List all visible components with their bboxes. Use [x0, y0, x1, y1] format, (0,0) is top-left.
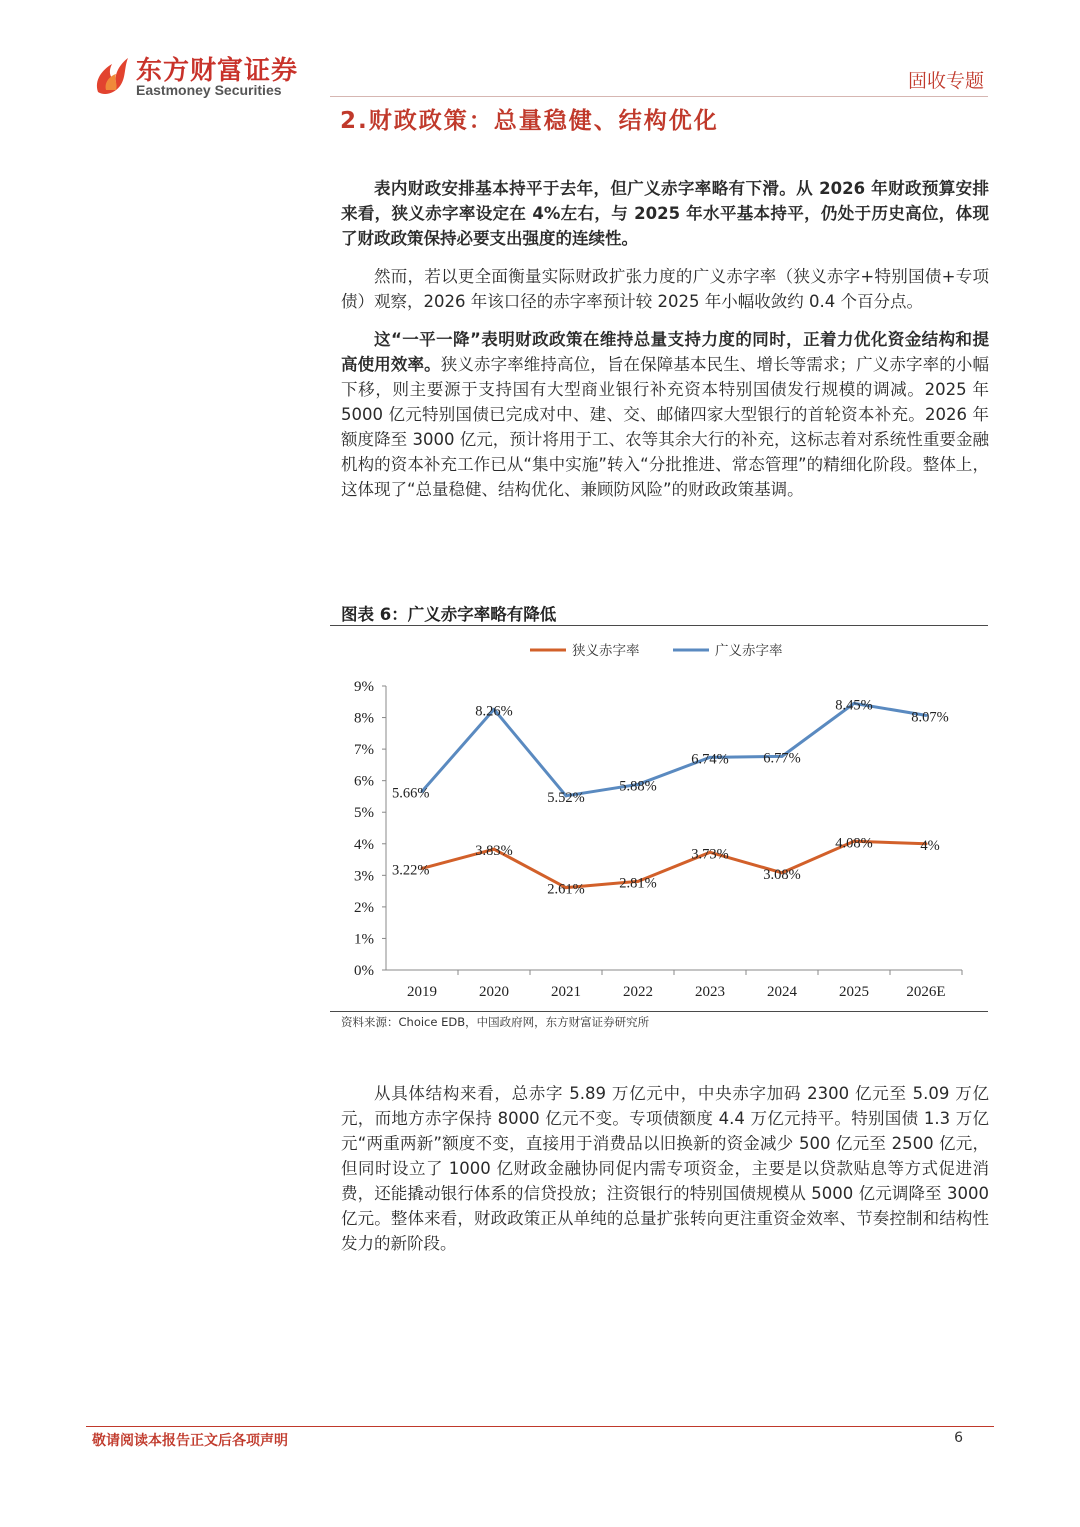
body-text-top [341, 176, 989, 515]
x-tick-label: 2026E [906, 984, 946, 1000]
y-tick-label: 4% [354, 836, 374, 853]
page-number: 6 [954, 1430, 963, 1446]
y-tick-label: 9% [354, 679, 374, 695]
paragraph-2: 然而，若以更全面衡量实际财政扩张力度的广义赤字率（狭义赤字+特别国债+专项债）观察，2026 年该口径的赤字率预计较 2025 年小幅收敛约 0.4 个百分点。 [341, 267, 989, 311]
data-label-0: 3.83% [475, 843, 513, 860]
figure-bottom-rule [330, 1011, 988, 1012]
document-category-tag: 固收专题 [907, 70, 984, 92]
data-label-0: 3.08% [763, 866, 801, 883]
header-divider [330, 96, 988, 97]
data-label-1: 8.07% [911, 709, 949, 726]
x-tick-label: 2020 [479, 984, 509, 1000]
y-tick-label: 3% [354, 868, 374, 885]
x-tick-label: 2021 [551, 984, 581, 1000]
data-label-1: 8.45% [835, 697, 873, 714]
y-tick-label: 6% [354, 773, 374, 790]
deficit-rate-line-chart [330, 630, 988, 1010]
y-tick-label: 1% [354, 931, 374, 948]
figure-top-rule [330, 625, 988, 626]
x-tick-label: 2025 [839, 984, 869, 1000]
y-tick-label: 2% [354, 899, 374, 916]
x-tick-label: 2023 [695, 984, 725, 1000]
data-label-0: 4% [920, 837, 940, 854]
paragraph-1-text: 表内财政安排基本持平于去年，但广义赤字率略有下滑。从 2026 年财政预算安排来看，狭义赤字率设定在 4%左右，与 2025 年水平基本持平，仍处于历史高位，体现了财政政策保持必要支出强度的连续性。 [341, 179, 989, 248]
legend-label-0: 狭义赤字率 [572, 643, 640, 659]
flame-logo-icon [92, 52, 132, 96]
paragraph-1 [341, 176, 989, 251]
figure-title: 图表 6：广义赤字率略有降低 [341, 605, 557, 624]
x-tick-label: 2022 [623, 984, 653, 1000]
body-text-bottom [341, 1081, 989, 1269]
paragraph-4: 从具体结构来看，总赤字 5.89 万亿元中，中央赤字加码 2300 亿元至 5.09 万亿元，而地方赤字保持 8000 亿元不变。专项债额度 4.4 万亿元持平。特别国债 1.3 万亿元“两重两新”额度不变，直接用于消费品以旧换新的资金减少 500 亿元至 2500 亿元，但同时设立了 1000 亿财政金融协同促内需专项资金，主要是以贷款贴息等方式促进消费，还能撬动银行体系的信贷投放；注资银行的特别国债规模从 5000 亿元调降至 3000 亿元。整体来看，财政政策正从单纯的总量扩张转向更注重资金效率、节奏控制和结构性发力的新阶段。 [341, 1084, 989, 1253]
legend-label-1: 广义赤字率 [715, 643, 783, 659]
page-header [0, 0, 1080, 105]
paragraph-3-rest: 狭义赤字率维持高位，旨在保障基本民生、增长等需求；广义赤字率的小幅下移，则主要源于支持国有大型商业银行补充资本特别国债发行规模的调减。2025 年 5000 亿元特别国债已完成对中、建、交、邮储四家大型银行的首轮资本补充。2026 年额度降至 3000 亿元，预计将用于工、农等其余大行的补充，这标志着对系统性重要金融机构的资本补充工作已从“集中实施”转入“分批推进、常态管理”的精细化阶段。整体上，这体现了“总量稳健、结构优化、兼顾防风险”的财政政策基调。 [341, 355, 990, 499]
data-label-0: 4.08% [835, 835, 873, 852]
data-label-0: 3.73% [691, 846, 729, 863]
data-label-1: 5.66% [392, 785, 430, 802]
data-label-0: 3.22% [392, 862, 430, 879]
y-tick-label: 7% [354, 742, 374, 759]
data-label-1: 6.74% [691, 751, 729, 768]
data-label-1: 6.77% [763, 750, 801, 767]
y-tick-label: 0% [354, 963, 374, 979]
section-title: 2.财政政策：总量稳健、结构优化 [340, 108, 719, 134]
data-label-1: 5.88% [619, 778, 657, 795]
brand-name-cn: 东方财富证券 [136, 56, 299, 86]
footer-disclaimer: 敬请阅读本报告正文后各项声明 [92, 1433, 288, 1449]
paragraph-3-lead: 这“一平一降”表明财政政策在维持总量支持力度的同时，正着力优化资金结构和提高使用效率。 [341, 330, 989, 374]
x-tick-label: 2024 [767, 984, 797, 1000]
footer-divider [86, 1426, 994, 1427]
data-label-0: 2.61% [547, 881, 585, 898]
data-label-1: 8.26% [475, 703, 513, 720]
x-tick-label: 2019 [407, 984, 437, 1000]
y-tick-label: 5% [354, 805, 374, 822]
brand-name-en: Eastmoney Securities [136, 82, 282, 98]
data-label-1: 5.52% [547, 789, 585, 806]
figure-source: 资料来源：Choice EDB，中国政府网，东方财富证券研究所 [341, 1015, 650, 1029]
data-label-0: 2.81% [619, 875, 657, 892]
paragraph-3 [341, 327, 989, 502]
brand-logo [92, 48, 322, 103]
y-tick-label: 8% [354, 710, 374, 727]
